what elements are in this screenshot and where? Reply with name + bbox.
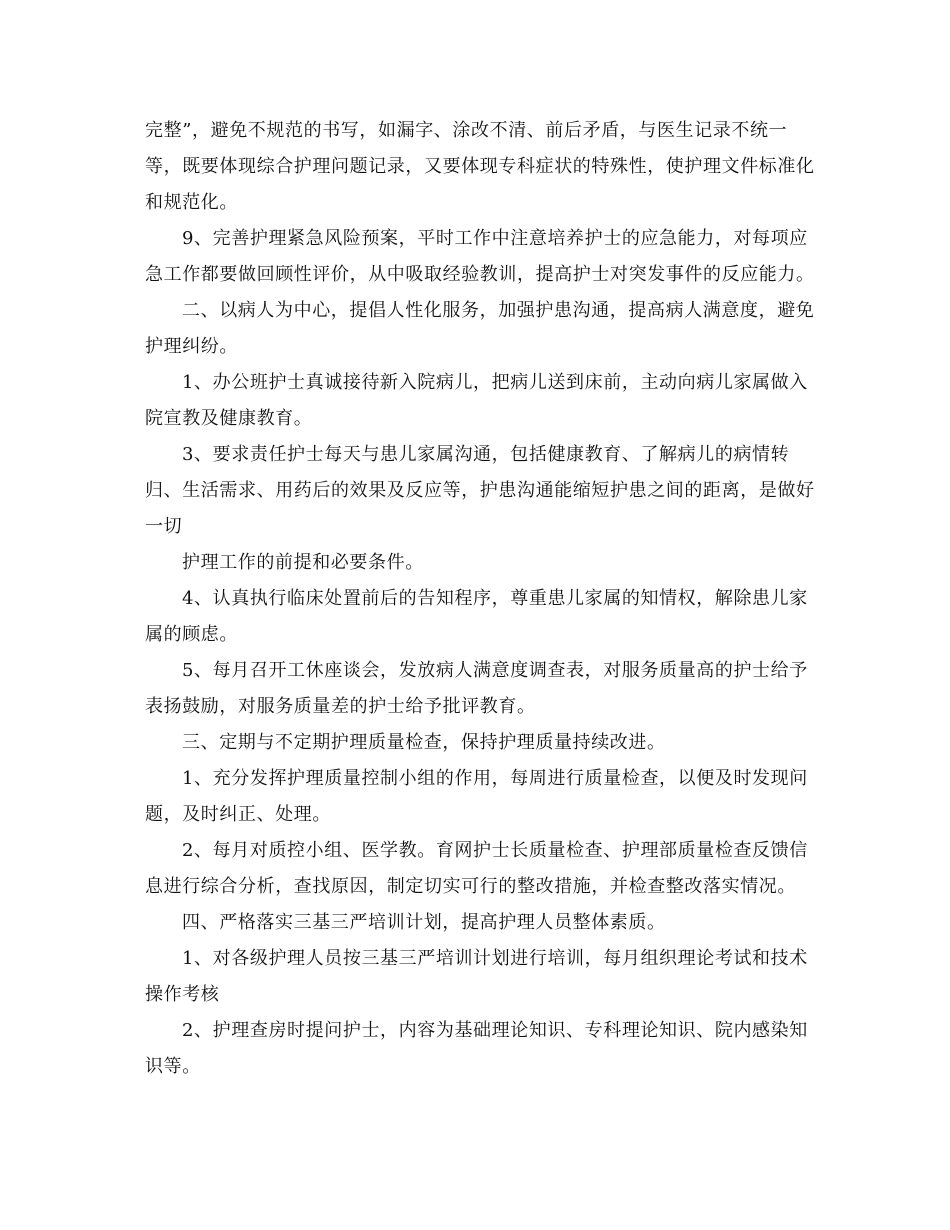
paragraph-5: 3、要求责任护士每天与患儿家属沟通，包括健康教育、了解病儿的病情转归、生活需求、用药后的效果及反应等，护患沟通能缩短护患之间的距离，是做好一切 (145, 444, 815, 537)
paragraph-14: 2、护理查房时提问护士，内容为基础理论知识、专科理论知识、院内感染知识等。 (145, 1020, 808, 1077)
paragraph-1: 完整”，避免不规范的书写，如漏字、涂改不清、前后矛盾，与医生记录不统一等，既要体现综合护理问题记录，又要体现专科症状的特殊性，使护理文件标准化和规范化。 (145, 120, 815, 213)
paragraph-4: 1、办公班护士真诚接待新入院病儿，把病儿送到床前，主动向病儿家属做入院宣教及健康教育。 (145, 372, 808, 429)
paragraph-13: 1、对各级护理人员按三基三严培训计划进行培训，每月组织理论考试和技术操作考核 (145, 948, 808, 1005)
paragraph-2: 9、完善护理紧急风险预案，平时工作中注意培养护士的应急能力，对每项应急工作都要做回顾性评价，从中吸取经验教训，提高护士对突发事件的反应能力。 (145, 228, 815, 285)
document-body (145, 113, 815, 1085)
paragraph-12: 四、严格落实三基三严培训计划，提高护理人员整体素质。 (182, 912, 666, 933)
paragraph-8: 5、每月召开工休座谈会，发放病人满意度调查表，对服务质量高的护士给予表扬鼓励，对服务质量差的护士给予批评教育。 (145, 660, 808, 717)
paragraph-9: 三、定期与不定期护理质量检查，保持护理质量持续改进。 (182, 732, 666, 753)
paragraph-10: 1、充分发挥护理质量控制小组的作用，每周进行质量检查，以便及时发现问题，及时纠正、处理。 (145, 768, 808, 825)
paragraph-6: 护理工作的前提和必要条件。 (182, 552, 424, 573)
paragraph-3: 二、以病人为中心，提倡人性化服务，加强护患沟通，提高病人满意度，避免护理纠纷。 (145, 300, 815, 357)
paragraph-7: 4、认真执行临床处置前后的告知程序，尊重患儿家属的知情权，解除患儿家属的顾虑。 (145, 588, 808, 645)
paragraph-11: 2、每月对质控小组、医学教。育网护士长质量检查、护理部质量检查反馈信息进行综合分析，查找原因，制定切实可行的整改措施，并检查整改落实情况。 (145, 840, 808, 897)
